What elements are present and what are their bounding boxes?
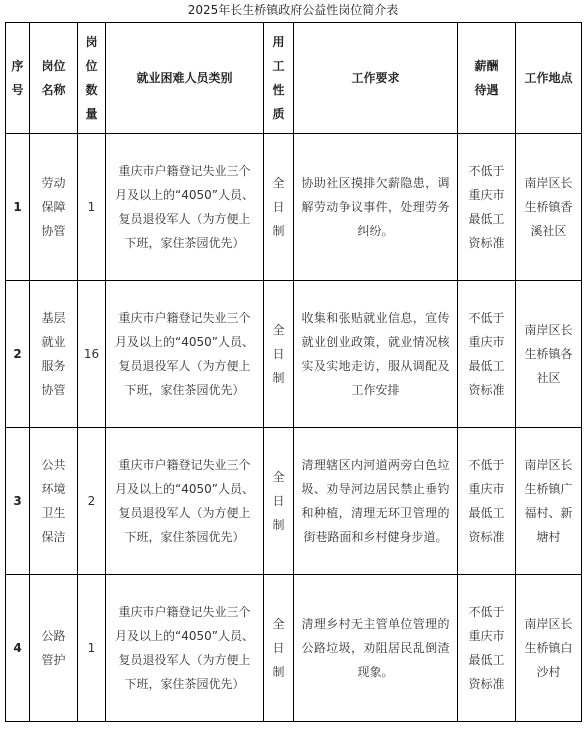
row-requirements: 协助社区摸排欠薪隐患，调解劳动争议事件，处理劳务纠纷。 — [301, 176, 450, 238]
row-work-type: 全日制 — [272, 617, 285, 679]
row-category: 重庆市户籍登记失业三个月及以上的“4050”人员、复员退役军人（为方便上下班，家住茶园优先） — [115, 458, 254, 544]
row-count: 1 — [87, 200, 96, 214]
row-position: 公路管护 — [41, 629, 66, 667]
row-category: 重庆市户籍登记失业三个月及以上的“4050”人员、复员退役军人（为方便上下班，家住茶园优先） — [115, 164, 254, 250]
header-work-type: 用工性质 — [264, 23, 294, 134]
row-location: 南岸区长生桥镇香溪社区 — [524, 176, 573, 238]
positions-table — [5, 22, 582, 722]
header-count: 岗位数量 — [78, 23, 106, 134]
header-position: 岗位名称 — [30, 23, 78, 134]
row-location: 南岸区长生桥镇白沙村 — [524, 617, 573, 679]
row-category: 重庆市户籍登记失业三个月及以上的“4050”人员、复员退役军人（为方便上下班，家住茶园优先） — [115, 605, 254, 691]
table-row — [6, 281, 582, 428]
row-count: 1 — [87, 641, 96, 655]
row-location: 南岸区长生桥镇各社区 — [524, 323, 573, 385]
row-position: 劳动保障协管 — [41, 176, 66, 238]
row-category: 重庆市户籍登记失业三个月及以上的“4050”人员、复员退役军人（为方便上下班，家住茶园优先） — [115, 311, 254, 397]
row-requirements: 收集和张贴就业信息，宣传就业创业政策，就业情况核实及实地走访，服从调配及工作安排 — [301, 311, 450, 397]
row-work-type: 全日制 — [272, 323, 285, 385]
row-location: 南岸区长生桥镇广福村、新塘村 — [524, 458, 573, 544]
row-position: 基层就业服务协管 — [41, 311, 66, 397]
header-seq: 序号 — [6, 23, 30, 134]
header-location: 工作地点 — [516, 23, 582, 134]
row-requirements: 清理乡村无主管单位管理的公路垃圾，劝阻居民乱倒渣现象。 — [301, 617, 450, 679]
row-seq: 3 — [13, 494, 22, 508]
table-row — [6, 134, 582, 281]
row-salary: 不低于重庆市最低工资标准 — [468, 458, 505, 544]
header-category: 就业困难人员类别 — [106, 23, 264, 134]
row-count: 2 — [87, 494, 96, 508]
header-requirements: 工作要求 — [294, 23, 458, 134]
row-seq: 1 — [13, 200, 22, 214]
page-title: 2025年长生桥镇政府公益性岗位简介表 — [187, 3, 399, 17]
row-work-type: 全日制 — [272, 470, 285, 532]
row-salary: 不低于重庆市最低工资标准 — [468, 605, 505, 691]
table-header-row — [6, 23, 582, 134]
row-work-type: 全日制 — [272, 176, 285, 238]
row-count: 16 — [83, 347, 100, 361]
header-salary: 薪酬待遇 — [458, 23, 516, 134]
row-salary: 不低于重庆市最低工资标准 — [468, 311, 505, 397]
table-row — [6, 575, 582, 722]
table-row — [6, 428, 582, 575]
row-seq: 4 — [13, 641, 22, 655]
row-requirements: 清理辖区内河道两旁白色垃圾、劝导河边居民禁止垂钓和种植，清理无环卫管理的街巷路面和乡村健身步道。 — [301, 458, 450, 544]
row-salary: 不低于重庆市最低工资标准 — [468, 164, 505, 250]
row-seq: 2 — [13, 347, 22, 361]
row-position: 公共环境卫生保洁 — [41, 458, 66, 544]
